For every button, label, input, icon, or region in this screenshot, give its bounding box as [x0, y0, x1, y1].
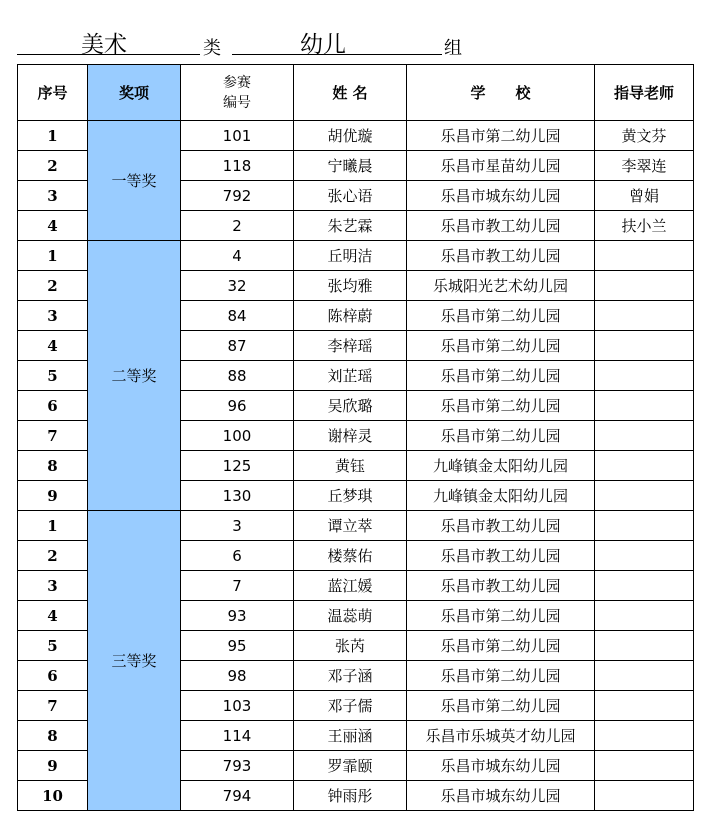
- category-blank: [17, 26, 200, 58]
- header-name: 姓 名: [294, 65, 407, 121]
- name-cell: 谭立萃: [294, 511, 407, 541]
- name-cell: 黄钰: [294, 451, 407, 481]
- seq-cell: 6: [18, 661, 88, 691]
- teacher-cell: [595, 751, 694, 781]
- teacher-cell: [595, 271, 694, 301]
- header-entry-number-line1: 参赛: [223, 74, 251, 91]
- school-cell: 九峰镇金太阳幼儿园: [407, 451, 595, 481]
- school-cell: 乐昌市教工幼儿园: [407, 511, 595, 541]
- entry-number-cell: 130: [181, 481, 294, 511]
- seq-cell: 7: [18, 421, 88, 451]
- school-cell: 乐昌市教工幼儿园: [407, 241, 595, 271]
- teacher-cell: [595, 601, 694, 631]
- group-blank: [232, 26, 442, 58]
- table-row: [18, 511, 694, 541]
- teacher-cell: 黄文芬: [595, 121, 694, 151]
- entry-number-cell: 2: [181, 211, 294, 241]
- header-seq: 序号: [18, 65, 88, 121]
- entry-number-cell: 95: [181, 631, 294, 661]
- seq-cell: 4: [18, 331, 88, 361]
- seq-cell: 7: [18, 691, 88, 721]
- name-cell: 胡优璇: [294, 121, 407, 151]
- teacher-cell: 曾娟: [595, 181, 694, 211]
- name-cell: 丘梦琪: [294, 481, 407, 511]
- name-cell: 楼蔡佑: [294, 541, 407, 571]
- entry-number-cell: 88: [181, 361, 294, 391]
- header-row: [18, 65, 694, 121]
- name-cell: 邓子涵: [294, 661, 407, 691]
- entry-number-cell: 125: [181, 451, 294, 481]
- seq-cell: 1: [18, 121, 88, 151]
- header-teacher: 指导老师: [595, 65, 694, 121]
- teacher-cell: [595, 421, 694, 451]
- name-cell: 刘芷瑶: [294, 361, 407, 391]
- school-cell: 乐昌市第二幼儿园: [407, 421, 595, 451]
- seq-cell: 1: [18, 241, 88, 271]
- teacher-cell: [595, 241, 694, 271]
- entry-number-cell: 118: [181, 151, 294, 181]
- name-cell: 丘明洁: [294, 241, 407, 271]
- school-cell: 乐昌市星苗幼儿园: [407, 151, 595, 181]
- teacher-cell: [595, 331, 694, 361]
- school-cell: 乐昌市第二幼儿园: [407, 631, 595, 661]
- name-cell: 吴欣璐: [294, 391, 407, 421]
- entry-number-cell: 98: [181, 661, 294, 691]
- entry-number-cell: 32: [181, 271, 294, 301]
- header-school: 学 校: [407, 65, 595, 121]
- school-cell: 乐昌市第二幼儿园: [407, 301, 595, 331]
- name-cell: 蓝江媛: [294, 571, 407, 601]
- entry-number-cell: 96: [181, 391, 294, 421]
- award-cell: 一等奖: [88, 121, 181, 241]
- teacher-cell: [595, 451, 694, 481]
- category-label: 类: [203, 38, 221, 59]
- school-cell: 乐城阳光艺术幼儿园: [407, 271, 595, 301]
- name-cell: 罗霏颐: [294, 751, 407, 781]
- seq-cell: 5: [18, 361, 88, 391]
- teacher-cell: 扶小兰: [595, 211, 694, 241]
- table-row: [18, 121, 694, 151]
- entry-number-cell: 7: [181, 571, 294, 601]
- teacher-cell: 李翠连: [595, 151, 694, 181]
- teacher-cell: [595, 511, 694, 541]
- name-cell: 张芮: [294, 631, 407, 661]
- name-cell: 张心语: [294, 181, 407, 211]
- entry-number-cell: 792: [181, 181, 294, 211]
- school-cell: 乐昌市教工幼儿园: [407, 541, 595, 571]
- entry-number-cell: 87: [181, 331, 294, 361]
- seq-cell: 8: [18, 721, 88, 751]
- category-value: 美术: [81, 32, 127, 58]
- document-title: [0, 0, 711, 64]
- teacher-cell: [595, 661, 694, 691]
- entry-number-cell: 100: [181, 421, 294, 451]
- award-cell: 三等奖: [88, 511, 181, 811]
- seq-cell: 10: [18, 781, 88, 811]
- school-cell: 乐昌市第二幼儿园: [407, 691, 595, 721]
- seq-cell: 2: [18, 541, 88, 571]
- school-cell: 乐昌市第二幼儿园: [407, 661, 595, 691]
- name-cell: 宁曦晨: [294, 151, 407, 181]
- seq-cell: 3: [18, 571, 88, 601]
- header-award: 奖项: [88, 65, 181, 121]
- name-cell: 王丽涵: [294, 721, 407, 751]
- name-cell: 邓子儒: [294, 691, 407, 721]
- entry-number-cell: 93: [181, 601, 294, 631]
- entry-number-cell: 793: [181, 751, 294, 781]
- teacher-cell: [595, 481, 694, 511]
- seq-cell: 4: [18, 601, 88, 631]
- seq-cell: 9: [18, 481, 88, 511]
- group-value: 幼儿: [300, 32, 346, 58]
- school-cell: 乐昌市城东幼儿园: [407, 751, 595, 781]
- seq-cell: 3: [18, 181, 88, 211]
- seq-cell: 2: [18, 151, 88, 181]
- teacher-cell: [595, 691, 694, 721]
- school-cell: 乐昌市城东幼儿园: [407, 781, 595, 811]
- name-cell: 朱艺霖: [294, 211, 407, 241]
- entry-number-cell: 794: [181, 781, 294, 811]
- teacher-cell: [595, 571, 694, 601]
- group-label: 组: [444, 38, 462, 59]
- teacher-cell: [595, 301, 694, 331]
- entry-number-cell: 101: [181, 121, 294, 151]
- school-cell: 乐昌市乐城英才幼儿园: [407, 721, 595, 751]
- school-cell: 九峰镇金太阳幼儿园: [407, 481, 595, 511]
- entry-number-cell: 114: [181, 721, 294, 751]
- school-cell: 乐昌市第二幼儿园: [407, 601, 595, 631]
- entry-number-cell: 84: [181, 301, 294, 331]
- seq-cell: 2: [18, 271, 88, 301]
- header-entry-number: [181, 65, 294, 121]
- entry-number-cell: 4: [181, 241, 294, 271]
- entry-number-cell: 103: [181, 691, 294, 721]
- seq-cell: 3: [18, 301, 88, 331]
- teacher-cell: [595, 391, 694, 421]
- name-cell: 李梓瑶: [294, 331, 407, 361]
- seq-cell: 5: [18, 631, 88, 661]
- teacher-cell: [595, 361, 694, 391]
- school-cell: 乐昌市教工幼儿园: [407, 571, 595, 601]
- teacher-cell: [595, 721, 694, 751]
- school-cell: 乐昌市第二幼儿园: [407, 361, 595, 391]
- name-cell: 谢梓灵: [294, 421, 407, 451]
- seq-cell: 1: [18, 511, 88, 541]
- name-cell: 钟雨彤: [294, 781, 407, 811]
- entry-number-cell: 3: [181, 511, 294, 541]
- teacher-cell: [595, 781, 694, 811]
- school-cell: 乐昌市第二幼儿园: [407, 121, 595, 151]
- header-entry-number-line2: 编号: [223, 94, 251, 111]
- table-row: [18, 241, 694, 271]
- awards-table: [17, 64, 694, 811]
- seq-cell: 6: [18, 391, 88, 421]
- entry-number-cell: 6: [181, 541, 294, 571]
- name-cell: 陈梓蔚: [294, 301, 407, 331]
- teacher-cell: [595, 541, 694, 571]
- name-cell: 张均雅: [294, 271, 407, 301]
- school-cell: 乐昌市第二幼儿园: [407, 331, 595, 361]
- award-cell: 二等奖: [88, 241, 181, 511]
- school-cell: 乐昌市教工幼儿园: [407, 211, 595, 241]
- school-cell: 乐昌市城东幼儿园: [407, 181, 595, 211]
- teacher-cell: [595, 631, 694, 661]
- name-cell: 温蕊萌: [294, 601, 407, 631]
- seq-cell: 8: [18, 451, 88, 481]
- school-cell: 乐昌市第二幼儿园: [407, 391, 595, 421]
- seq-cell: 9: [18, 751, 88, 781]
- table-body: [18, 121, 694, 811]
- seq-cell: 4: [18, 211, 88, 241]
